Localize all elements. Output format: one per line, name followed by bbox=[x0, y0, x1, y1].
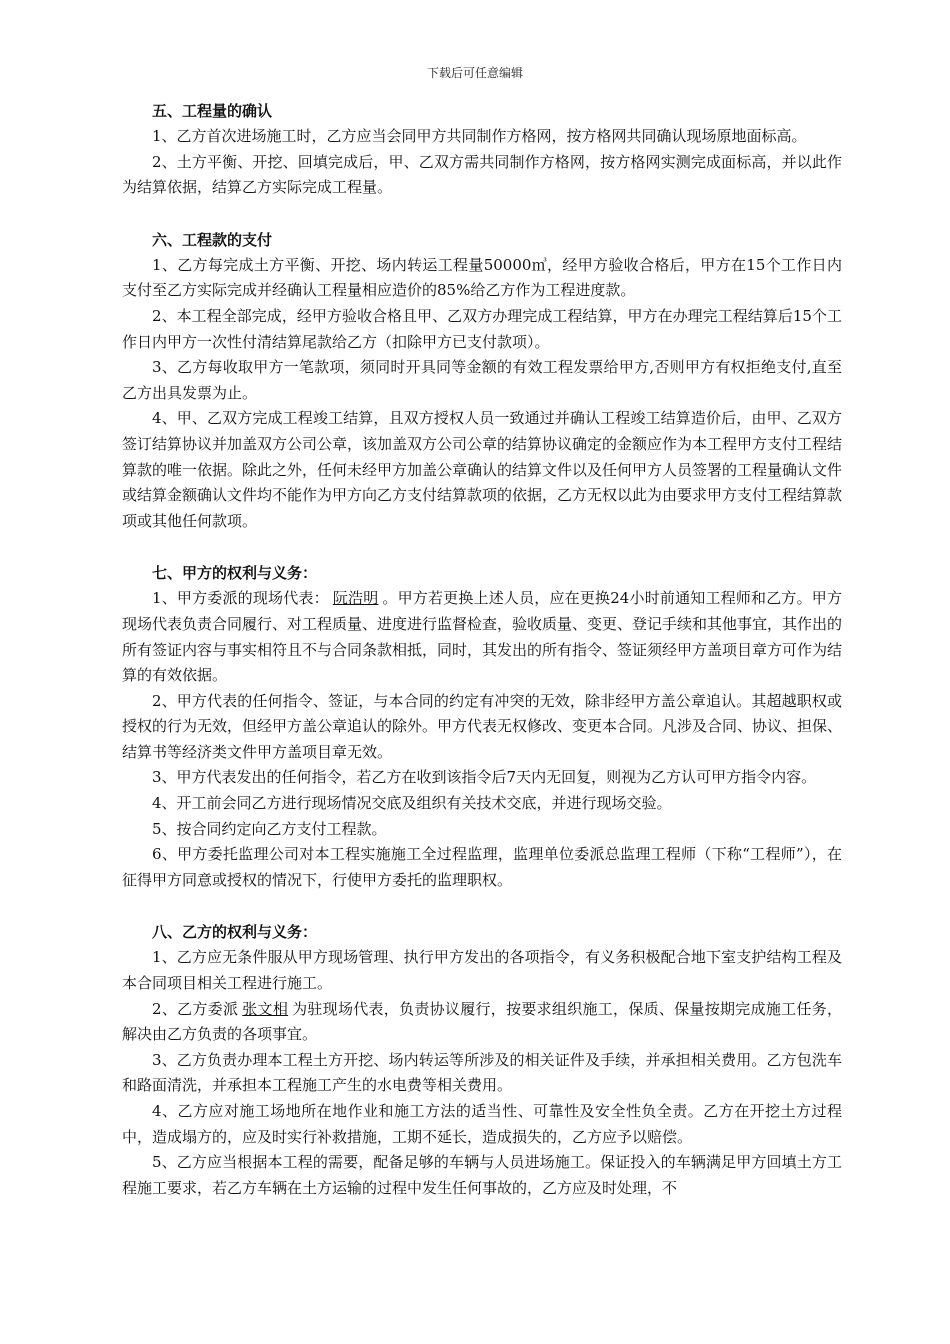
section-6 bbox=[122, 227, 842, 535]
document-body bbox=[122, 98, 842, 1201]
paragraph-text: 2、乙方委派 bbox=[152, 999, 239, 1018]
section-7 bbox=[122, 560, 842, 893]
section-5 bbox=[122, 98, 842, 201]
paragraph: 2、土方平衡、开挖、回填完成后，甲、乙双方需共同制作方格网，按方格网实测完成面标高，并以此作为结算依据，结算乙方实际完成工程量。 bbox=[122, 152, 842, 197]
paragraph: 4、开工前会同乙方进行现场情况交底及组织有关技术交底，并进行现场交验。 bbox=[152, 794, 672, 813]
paragraph-text: 1、甲方委派的现场代表： bbox=[152, 589, 329, 608]
paragraph: 3、乙方每收取甲方一笔款项，须同时开具同等金额的有效工程发票给甲方,否则甲方有权拒绝支付,直至乙方出具发票为止。 bbox=[122, 358, 842, 402]
paragraph: 4、甲、乙双方完成工程竣工结算，且双方授权人员一致通过并确认工程竣工结算造价后，由甲、乙双方签订结算协议并加盖双方公司公章，该加盖双方公司公章的结算协议确定的金额应作为本工程甲方支付工程结算款的唯一依据。除此之外，任何未经甲方加盖公章确认的结算文件以及任何甲方人员签署的工程量确认文件或结算金额确认文件均不能作为甲方向乙方支付结算款项的依据，乙方无权以此为由要求甲方支付工程结算款项或其他任何款项。 bbox=[122, 409, 843, 530]
paragraph: 5、乙方应当根据本工程的需要，配备足够的车辆与人员进场施工。保证投入的车辆满足甲方回填土方工程施工要求，若乙方车辆在土方运输的过程中发生任何事故的，乙方应及时处理，不 bbox=[122, 1153, 842, 1197]
paragraph-text: 为驻现场代表，负责协议履行，按要求组织施工，保质、保量按期完成施工任务，解决由乙方负责的各项事宜。 bbox=[122, 999, 842, 1044]
paragraph bbox=[122, 997, 842, 1048]
paragraph: 4、乙方应对施工场地所在地作业和施工方法的适当性、可靠性及安全性负全责。乙方在开挖土方过程中，造成塌方的，应及时实行补救措施，工期不延长，造成损失的，乙方应予以赔偿。 bbox=[122, 1102, 842, 1146]
paragraph: 1、乙方首次进场施工时，乙方应当会同甲方共同制作方格网，按方格网共同确认现场原地面标高。 bbox=[152, 127, 807, 145]
representative-name: 阮浩明 bbox=[332, 589, 379, 608]
paragraph: 3、乙方负责办理本工程土方开挖、场内转运等所涉及的相关证件及手续，并承担相关费用。乙方包洗车和路面清洗，并承担本工程施工产生的水电费等相关费用。 bbox=[122, 1050, 842, 1095]
section-title: 七、甲方的权利与义务： bbox=[152, 564, 318, 583]
section-8 bbox=[122, 919, 842, 1201]
section-title: 五、工程量的确认 bbox=[152, 102, 273, 120]
paragraph bbox=[122, 586, 842, 688]
paragraph: 2、本工程全部完成，经甲方验收合格且甲、乙双方办理完成工程结算，甲方在办理完工程结算后15个工作日内甲方一次性付清结算尾款给乙方（扣除甲方已支付款项）。 bbox=[122, 306, 842, 351]
paragraph: 3、甲方代表发出的任何指令，若乙方在收到该指令后7天内无回复，则视为乙方认可甲方指令内容。 bbox=[152, 768, 817, 787]
paragraph: 1、乙方每完成土方平衡、开挖、场内转运工程量50000㎥，经甲方验收合格后，甲方在15个工作日内支付至乙方实际完成并经确认工程量相应造价的85%给乙方作为工程进度款。 bbox=[122, 255, 842, 300]
paragraph: 2、甲方代表的任何指令、签证，与本合同的约定有冲突的无效，除非经甲方盖公章追认。其超越职权或授权的行为无效，但经甲方盖公章追认的除外。甲方代表无权修改、变更本合同。凡涉及合同、协议、担保、结算书等经济类文件甲方盖项目章无效。 bbox=[122, 691, 843, 761]
paragraph: 5、按合同约定向乙方支付工程款。 bbox=[152, 819, 387, 838]
page-header: 下载后可任意编辑 bbox=[426, 66, 523, 80]
section-title: 六、工程款的支付 bbox=[152, 230, 273, 249]
section-title: 八、乙方的权利与义务： bbox=[152, 923, 318, 942]
paragraph: 6、甲方委托监理公司对本工程实施施工全过程监理，监理单位委派总监理工程师（下称“工程师”），在征得甲方同意或授权的情况下，行使甲方委托的监理职权。 bbox=[122, 845, 842, 889]
paragraph: 1、乙方应无条件服从甲方现场管理、执行甲方发出的各项指令，有义务积极配合地下室支护结构工程及本合同项目相关工程进行施工。 bbox=[122, 948, 842, 993]
paragraph-text: 。甲方若更换上述人员，应在更换24小时前通知工程师和乙方。甲方现场代表负责合同履行、对工程质量、进度进行监督检查，验收质量、变更、登记手续和其他事宜，其作出的所有签证内容与事实相符且不与合同条款相抵，同时，其发出的所有指令、签证须经甲方盖项目章方可作为结算的有效依据。 bbox=[122, 589, 843, 685]
representative-name: 张文相 bbox=[242, 999, 289, 1018]
